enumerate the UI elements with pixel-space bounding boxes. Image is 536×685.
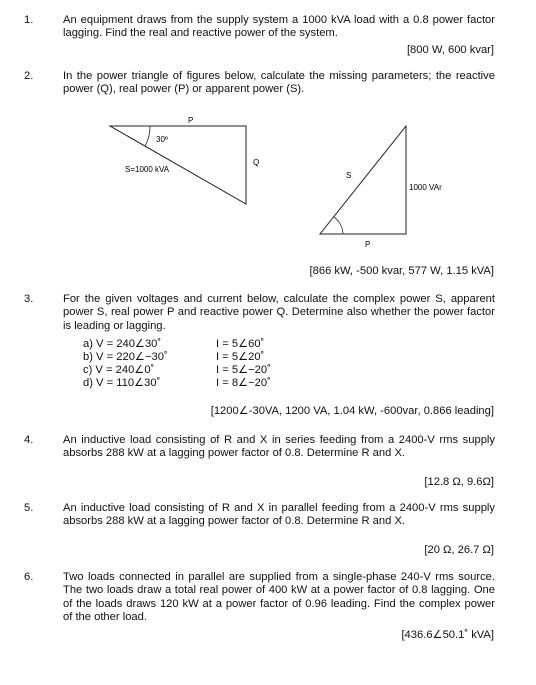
question-2-answer: [866 kW, -500 kvar, 577 W, 1.15 kVA] xyxy=(309,265,494,277)
question-number: 5. xyxy=(24,502,34,514)
label-q-2: 1000 VAr xyxy=(409,183,442,192)
item-c-voltage: c) V = 240∠0˚ xyxy=(83,364,155,376)
question-answer: [12.8 Ω, 9.6Ω] xyxy=(424,476,494,488)
item-a-current: I = 5∠60˚ xyxy=(216,338,265,350)
question-answer: [1200∠-30VA, 1200 VA, 1.04 kW, -600var, 0.866 leading] xyxy=(210,405,494,417)
question-text: An equipment draws from the supply system a 1000 kVA load with a 0.8 power factor lagging. Find the real and reactive power of the system. xyxy=(63,14,495,40)
question-answer: [800 W, 600 kvar] xyxy=(406,44,494,56)
angle-arc-2 xyxy=(334,217,343,234)
power-triangle-figure-2 xyxy=(0,0,536,260)
label-p-1: P xyxy=(188,116,194,125)
label-s-1: S=1000 kVA xyxy=(125,165,170,174)
label-angle-1: 30º xyxy=(156,135,168,144)
question-number: 6. xyxy=(24,571,34,583)
question-number: 4. xyxy=(24,434,34,446)
item-b-voltage: b) V = 220∠−30˚ xyxy=(83,351,168,363)
question-text: Two loads connected in parallel are supplied from a single-phase 240-V rms source. The two loads draw a total real power of 400 kW at a power factor of 0.8 lagging. One of the loads draws 120 kW at a power factor of 0.96 leading. Find the complex power of the other load. xyxy=(63,571,495,623)
question-number: 1. xyxy=(24,14,34,26)
item-d-voltage: d) V = 110∠30˚ xyxy=(83,377,161,389)
question-text: An inductive load consisting of R and X in series feeding from a 2400-V rms supply absorbs 288 kW at a lagging power factor of 0.8. Determine R and X. xyxy=(63,434,495,460)
triangle-2-shape xyxy=(320,126,406,234)
question-answer: [436.6∠50.1˚ kVA] xyxy=(401,629,494,641)
item-c-current: I = 5∠−20˚ xyxy=(216,364,271,376)
question-text: In the power triangle of figures below, calculate the missing parameters; the reactive power (Q), real power (P) or apparent power (S). xyxy=(63,70,495,96)
question-number: 2. xyxy=(24,70,34,82)
label-q-1: Q xyxy=(253,158,260,167)
item-b-current: I = 5∠20˚ xyxy=(216,351,265,363)
label-p-2: P xyxy=(365,240,371,249)
item-a-voltage: a) V = 240∠30˚ xyxy=(83,338,162,350)
question-number: 3. xyxy=(24,293,34,305)
label-s-2: S xyxy=(346,171,352,180)
question-answer: [20 Ω, 26.7 Ω] xyxy=(424,544,494,556)
question-text: For the given voltages and current below, calculate the complex power S, apparent power S, real power P and reactive power Q. Determine also whether the power factor is leading or lagging. xyxy=(63,293,495,332)
question-text: An inductive load consisting of R and X in parallel feeding from a 2400-V rms supply absorbs 288 kW at a lagging power factor of 0.8. Determine R and X. xyxy=(63,502,495,528)
item-d-current: I = 8∠−20˚ xyxy=(216,377,271,389)
